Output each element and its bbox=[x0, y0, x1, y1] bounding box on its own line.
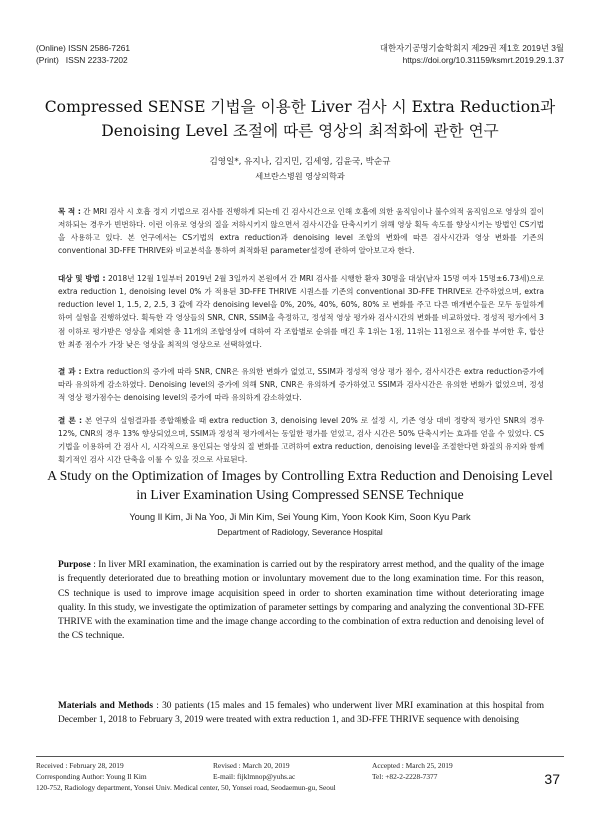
methods-label: 대상 및 방법 : bbox=[58, 274, 106, 283]
purpose-text: 간 MRI 검사 시 호흡 정지 기법으로 검사를 진행하게 되는데 긴 검사시간으로 인해 호흡에 의한 움직임이나 불수의적 움직임으로 영상의 질이 저하되는 경우가 빈번하다. 이런 이유로 영상의 질을 저하시키지 않으면서 검사시간을 단축시키기 위해 영상 획득 속도를 향상시키는 방법인 CS기법을 사용하고 있다. 본 연구에서는 CS기법의 extra reduction과 denoising level 조합의 변화에 따른 검사시간과 영상 변화를 기존의 conventional 3D-FFE THRIVE와 비교분석을 통하여 최적화된 parameter설정에 관하여 알아보고자 한다. bbox=[58, 207, 544, 256]
conclusion-label: 결 론 : bbox=[58, 416, 82, 425]
abstract-kr-methods bbox=[58, 272, 544, 351]
en-purpose-label: Purpose bbox=[58, 560, 91, 570]
footer-divider bbox=[36, 756, 564, 757]
received-date: Received : February 28, 2019 bbox=[36, 761, 124, 770]
title-en-line1: A Study on the Optimization of Images by Controlling Extra Reduction and Denoising Level bbox=[47, 468, 553, 483]
journal-citation bbox=[380, 42, 564, 66]
author-address: 120-752, Radiology department, Yonsei Univ. Medical center, 50, Yonsei road, Seodaemun-gu, Seoul bbox=[36, 783, 336, 792]
issn-online: (Online) ISSN 2586-7261 bbox=[36, 43, 131, 53]
conclusion-text: 본 연구의 실험결과를 종합해봤을 때 extra reduction 3, denoising level 20% 로 설정 시, 기존 영상 대비 정량적 평가인 SNR의 경우 12%, CNR의 경우 13% 향상되었으며, SSIM과 정성적 평가에서는 동일한 평가를 얻었고, 검사 시간은 50% 단축시키는 효과를 얻을 수 있었다. CS기법을 이용하여 간 검사 시, 시각적으로 용인되는 영상의 질 변화를 고려하여 extra reduction, denoising level을 조절한다면 화질의 유지와 함께 획기적인 검사 시간 단축을 이룰 수 있을 것으로 사료된다. bbox=[58, 416, 544, 465]
revised-date: Revised : March 20, 2019 bbox=[213, 761, 290, 770]
title-kr-line1: Compressed SENSE 기법을 이용한 Liver 검사 시 Extra Reduction과 bbox=[44, 98, 556, 116]
title-en-line2: in Liver Examination Using Compressed SENSE Technique bbox=[136, 487, 464, 502]
en-methods-text: : 30 patients (15 males and 15 females) who underwent liver MRI examination at this hospital from December 1, 2018 to February 3, 2019 were treated with extra reduction 1, and 3D-FFE THRIVE sequence with denoising bbox=[58, 701, 544, 726]
doi-link[interactable]: https://doi.org/10.31159/ksmrt.2019.29.1.37 bbox=[402, 55, 564, 65]
purpose-label: 목 적 : bbox=[58, 207, 81, 216]
results-label: 결 과 : bbox=[58, 367, 82, 376]
page-number: 37 bbox=[544, 771, 560, 787]
authors-english: Young Il Kim, Ji Na Yoo, Ji Min Kim, Sei Young Kim, Yoon Kook Kim, Soon Kyu Park bbox=[129, 512, 471, 522]
author-email[interactable]: E-mail: fijklmnop@yuhs.ac bbox=[213, 772, 296, 781]
author-phone: Tel: +82-2-2228-7377 bbox=[372, 772, 438, 781]
abstract-en-methods bbox=[58, 699, 544, 728]
abstract-en-purpose bbox=[58, 558, 544, 644]
authors-korean: 김영일*, 유지나, 김지민, 김세영, 김윤국, 박순규 bbox=[209, 157, 391, 167]
results-text: Extra reduction의 증가에 따라 SNR, CNR은 유의한 변화가 없었고, SSIM과 정성적 영상 평가 점수, 검사시간은 extra reduction증가에 따라 유의하게 감소하였다. Denoising level의 증가에 의해 SNR, CNR은 유의하게 증가하였고 SSIM과 검사시간은 유의한 변화가 없었으며, 정성적 영상 평가점수는 denoising level의 증가에 따라 유의하게 감소하였다. bbox=[58, 367, 545, 403]
issn-print: (Print) ISSN 2233-7202 bbox=[36, 55, 128, 65]
paper-title-english bbox=[20, 466, 580, 504]
abstract-kr-purpose bbox=[58, 205, 544, 258]
abstract-kr-results bbox=[58, 365, 544, 404]
paper-title-korean bbox=[30, 95, 570, 143]
en-purpose-text: : In liver MRI examination, the examination is carried out by the respiratory arrest method, and the quality of the image is frequently deteriorated due to breathing motion or involuntary movement due to the long examination time. For this reason, CS technique is used to improve image acquisition speed in order to shorten examination time without deteriorating image quality. In this study, we investigate the optimization of parameter settings by comparing and analyzing the conventional 3D-FFE THRIVE with the examination time and the image change according to the combination of extra reduction and denoising level of the CS technique. bbox=[58, 560, 544, 642]
en-methods-label: Materials and Methods bbox=[58, 701, 154, 711]
methods-text: 2018년 12월 1일부터 2019년 2월 3일까지 본원에서 간 MRI 검사를 시행한 환자 30명을 대상(남자 15명 여자 15명±6.73세)으로 extra reduction 1, denoising level 0% 가 적용된 3D-FFE THRIVE 시퀀스를 기존의 conventional 3D-FFE THRIVE로 간주하였으며, extra reduction level 1, 1.5, 2, 2.5, 3 값에 각각 denoising level을 0%, 20%, 40%, 60%, 80% 로 변화를 주고 다른 매개변수들은 모두 동일하게 하여 실험을 진행하였다. 획득한 각 영상들의 SNR, CNR, SSIM을 측정하고, 정성적 영상 평가와 검사시간의 변화를 비교하였다. 정성적 평가에서 3점 이하로 평가받은 영상을 제외한 총 11개의 조합영상에 대하여 각 조합별로 순위를 매긴 후 1위는 1점, 11위는 11점으로 점수를 부여한 후, 합산 한 최종 점수가 가장 낮은 영상을 최적의 영상으로 선택하였다. bbox=[58, 274, 544, 349]
affiliation-english: Department of Radiology, Severance Hospital bbox=[217, 528, 383, 537]
title-kr-line2: Denoising Level 조절에 따른 영상의 최적화에 관한 연구 bbox=[101, 122, 499, 140]
abstract-kr-conclusion bbox=[58, 414, 544, 467]
affiliation-korean: 세브란스병원 영상의학과 bbox=[255, 171, 345, 181]
corresponding-author: Corresponding Author: Young Il Kim bbox=[36, 772, 147, 781]
accepted-date: Accepted : March 25, 2019 bbox=[372, 761, 453, 770]
journal-issn bbox=[36, 42, 130, 66]
journal-name-issue: 대한자기공명기술학회지 제29권 제1호 2019년 3월 bbox=[379, 43, 564, 53]
